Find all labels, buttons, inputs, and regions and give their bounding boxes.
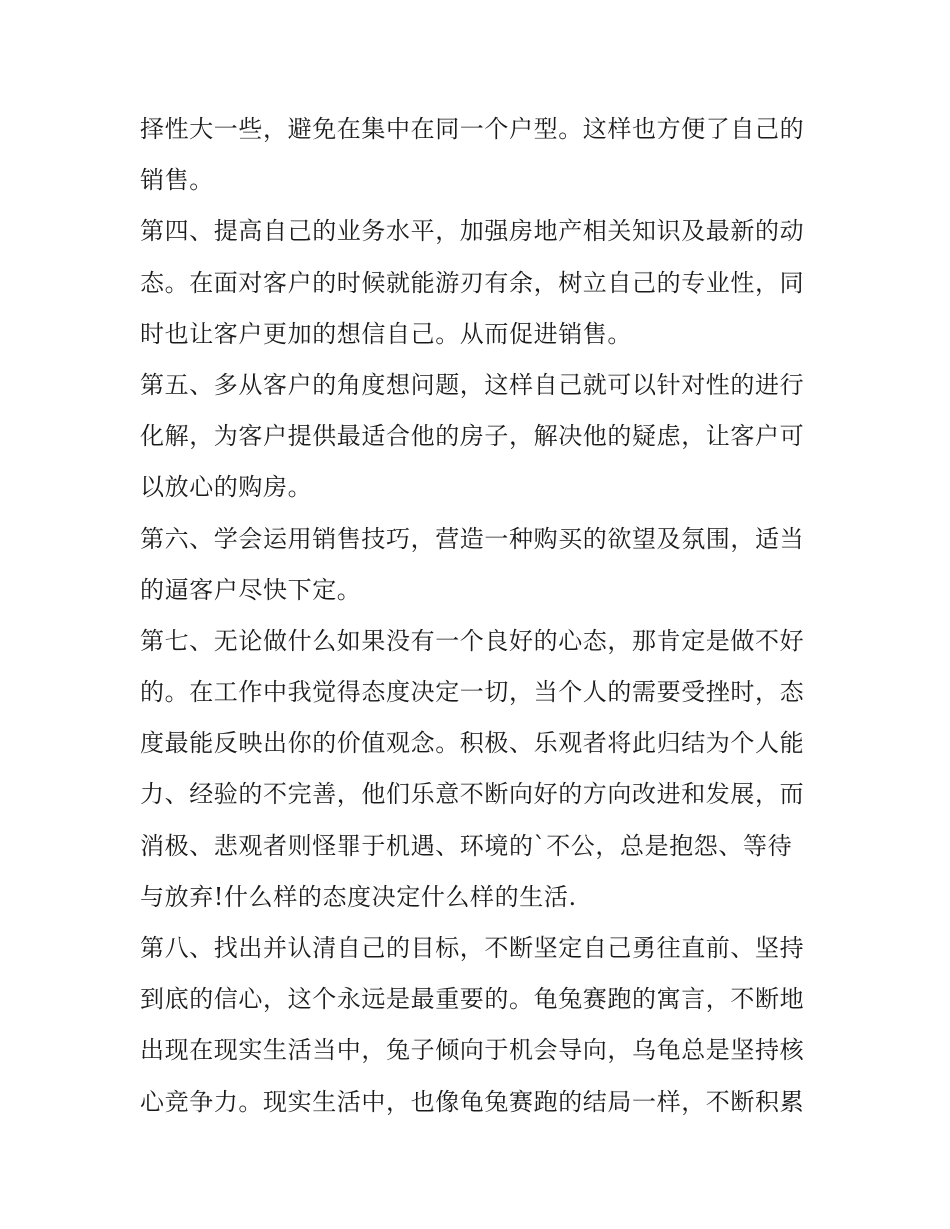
text-line: 择性大一些，避免在集中在同一个户型。这样也方便了自己的 xyxy=(140,115,805,143)
text-line: 第八、找出并认清自己的目标，不断坚定自己勇往直前、坚持 xyxy=(140,934,805,962)
text-line: 出现在现实生活当中，兔子倾向于机会导向，乌龟总是坚持核 xyxy=(140,1036,805,1065)
text-line: 第六、学会运用销售技巧，营造一种购买的欲望及氛围，适当 xyxy=(140,524,805,553)
text-line: 态。在面对客户的时候就能游刃有余，树立自己的专业性，同 xyxy=(140,268,805,297)
text-line: 第四、提高自己的业务水平，加强房地产相关知识及最新的动 xyxy=(140,217,805,246)
text-line: 力、经验的不完善，他们乐意不断向好的方向改进和发展，而 xyxy=(140,780,805,809)
text-line: 的。在工作中我觉得态度决定一切，当个人的需要受挫时，态 xyxy=(140,678,805,707)
text-line: 第七、无论做什么如果没有一个良好的心态，那肯定是做不好 xyxy=(140,626,805,655)
document-body xyxy=(140,104,820,1128)
text-line: 度最能反映出你的价值观念。积极、乐观者将此归结为个人能 xyxy=(140,729,805,758)
text-line: 到底的信心，这个永远是最重要的。龟兔赛跑的寓言，不断地 xyxy=(140,985,805,1014)
text-line: 消极、悲观者则怪罪于机遇、环境的`不公，总是抱怨、等待 xyxy=(140,831,793,860)
text-line: 与放弃!什么样的态度决定什么样的生活. xyxy=(140,882,577,911)
text-line: 销售。 xyxy=(140,166,214,195)
text-line: 心竞争力。现实生活中，也像龟兔赛跑的结局一样，不断积累 xyxy=(140,1087,805,1116)
text-line: 第五、多从客户的角度想问题，这样自己就可以针对性的进行 xyxy=(140,370,805,399)
text-line: 以放心的购房。 xyxy=(140,473,313,502)
text-line: 的逼客户尽快下定。 xyxy=(140,575,362,604)
text-line: 化解，为客户提供最适合他的房子，解决他的疑虑，让客户可 xyxy=(140,422,805,451)
text-line: 时也让客户更加的想信自己。从而促进销售。 xyxy=(140,319,632,348)
